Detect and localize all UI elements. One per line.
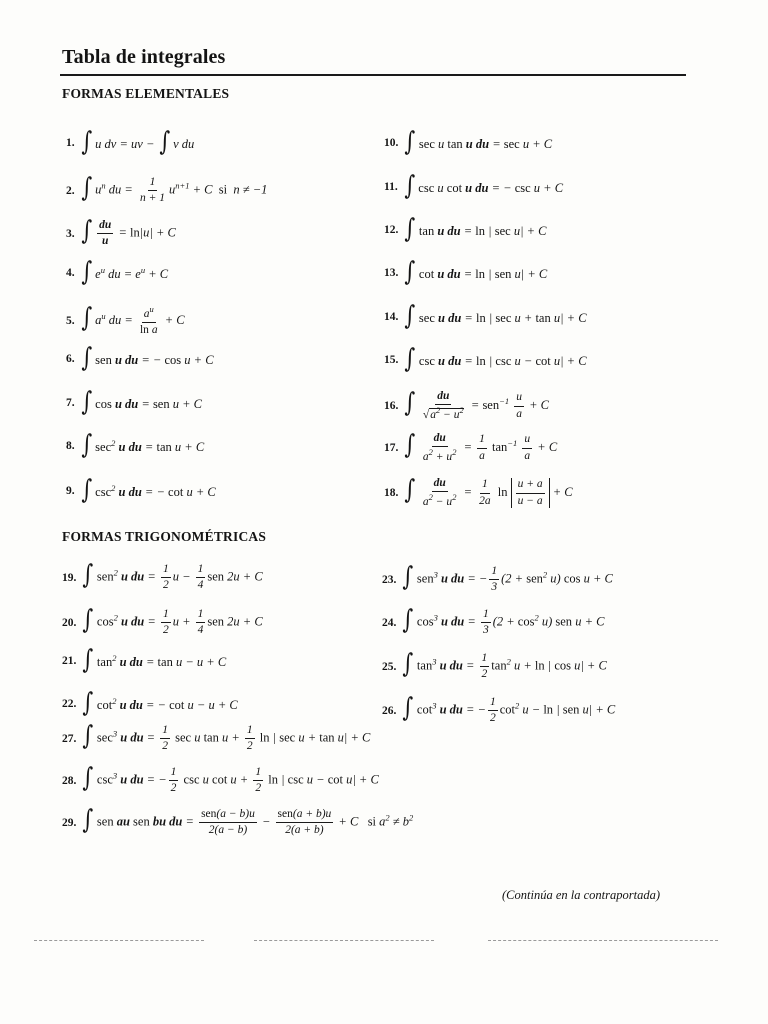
- formula-number: 11.: [384, 180, 398, 193]
- formula-number: 27.: [62, 732, 77, 745]
- formula-4: [66, 257, 169, 287]
- formula-number: 20.: [62, 616, 77, 629]
- formula-expression: ∫ sen$^3$ u du = − $\frac{1}{3}$ (2 + sen$^2$ u) cos u + C: [402, 561, 613, 594]
- formula-expression: ∫ $\sec^3 u$ du = $\frac{1}{2}$ sec u tan u + $\frac{1}{2}$ ln | sec u + tan u| + C: [82, 720, 371, 753]
- formula-number: 10.: [384, 136, 399, 149]
- formula-expression: ∫ $\tan^3 u$ du = $\frac{1}{2}$ $\tan^2 u + \ln$ | cos u| + C: [402, 648, 607, 681]
- formula-7: [66, 387, 203, 417]
- title-rule: [60, 74, 686, 76]
- formula-23: [382, 561, 613, 594]
- formula-expression: ∫ $\sec^2 u$ du = tan u + C: [80, 430, 205, 460]
- formula-expression: ∫ csc u du = ln | csc u − cot u| + C: [404, 344, 587, 374]
- formula-number: 29.: [62, 816, 77, 829]
- formula-expression: ∫ sen$^2$ u du = $\frac{1}{2}$ u − $\frac{1}{4}$ sen 2u + C: [82, 559, 263, 592]
- formula-expression: ∫ $\csc^3 u$ du = − $\frac{1}{2}$ csc u cot u + $\frac{1}{2}$ ln | csc u − cot u| + C: [82, 762, 379, 795]
- page-edge-divider: [254, 940, 434, 941]
- formula-3: [66, 215, 176, 248]
- formula-13: [384, 257, 548, 287]
- formula-expression: ∫ $e^u$ du = $e^u + C$: [80, 257, 169, 287]
- page-edge-divider: [488, 940, 718, 941]
- section-heading-trigonometricas: FORMAS TRIGONOMÉTRICAS: [62, 529, 267, 544]
- formula-number: 26.: [382, 704, 397, 717]
- formula-expression: ∫ $a^u$ du = $\frac{a^u}{\text{ln a}}$ + C: [80, 303, 185, 337]
- formula-expression: ∫ $\tan^2 u$ du = tan u − u + C: [82, 645, 227, 675]
- formula-21: [62, 645, 227, 675]
- formula-25: [382, 648, 607, 681]
- formula-22: [62, 688, 238, 718]
- formula-expression: ∫ $\frac{du}{√a^2 - u^2}$ = sen$^{-1}$ $\frac{u}{a}$ + C: [404, 388, 550, 422]
- formula-number: 25.: [382, 660, 397, 673]
- formula-number: 21.: [62, 654, 77, 667]
- formula-2: [66, 172, 268, 205]
- formula-27: [62, 720, 371, 753]
- formula-17: [384, 432, 557, 464]
- formula-26: [382, 692, 616, 725]
- footer-note: (Continúa en la contraportada): [502, 888, 660, 902]
- formula-expression: ∫ csc u cot u du = − csc u + C: [404, 171, 564, 201]
- formula-number: 22.: [62, 697, 77, 710]
- formula-28: [62, 762, 379, 795]
- formula-6: [66, 343, 214, 373]
- formula-number: 2.: [66, 184, 75, 197]
- page-edge-divider: [34, 940, 204, 941]
- formula-expression: ∫ sec u du = ln | sec u + tan u| + C: [404, 301, 587, 331]
- formula-number: 17.: [384, 442, 399, 455]
- formula-14: [384, 301, 587, 331]
- formula-number: 24.: [382, 616, 397, 629]
- formula-9: [66, 475, 216, 505]
- formula-expression: ∫ sec u tan u du = sec u + C: [404, 127, 553, 157]
- formula-expression: ∫ $\cot^2 u$ du = − cot u − u + C: [82, 688, 238, 718]
- formula-8: [66, 430, 205, 460]
- formula-expression: ∫ $\frac{du}{u}$ = ln|u| + C: [80, 215, 176, 248]
- formula-expression: ∫ u dv = uv − ∫ v du: [80, 127, 195, 157]
- formula-number: 7.: [66, 396, 75, 409]
- formula-expression: ∫ cot u du = ln | sen u| + C: [404, 257, 548, 287]
- formula-number: 12.: [384, 223, 399, 236]
- formula-expression: ∫ $u^n$ du = $\frac{1}{n + 1}$ $u^{n+1} + C$ si n ≠ −1: [80, 172, 268, 205]
- formula-12: [384, 214, 547, 244]
- formula-number: 16.: [384, 400, 399, 413]
- formula-number: 13.: [384, 266, 399, 279]
- formula-number: 14.: [384, 310, 399, 323]
- formula-expression: ∫ sen u du = − cos u + C: [80, 343, 214, 373]
- formula-expression: ∫ cos u du = sen u + C: [80, 387, 203, 417]
- formula-number: 5.: [66, 315, 75, 328]
- formula-5: [66, 305, 185, 337]
- formula-10: [384, 127, 553, 157]
- formula-11: [384, 171, 564, 201]
- formula-20: [62, 604, 263, 637]
- formula-number: 18.: [384, 487, 399, 500]
- formula-19: [62, 559, 263, 592]
- formula-number: 1.: [66, 136, 75, 149]
- section-heading-elementales: FORMAS ELEMENTALES: [62, 86, 230, 101]
- formula-18: [384, 477, 573, 509]
- formula-number: 15.: [384, 353, 399, 366]
- formula-number: 19.: [62, 571, 77, 584]
- formula-1: [66, 127, 195, 157]
- formula-number: 28.: [62, 774, 77, 787]
- formula-number: 4.: [66, 266, 75, 279]
- formula-expression: ∫ $\cos^3 u$ du = $\frac{1}{3}$ $(2 + \cos^2 u)$ sen u + C: [402, 604, 605, 637]
- formula-number: 6.: [66, 352, 75, 365]
- formula-expression: ∫ $\cot^3 u$ du = − $\frac{1}{2}$ $\cot^2 u - \ln$ | sen u| + C: [402, 692, 616, 725]
- formula-expression: ∫ tan u du = ln | sec u| + C: [404, 214, 547, 244]
- formula-number: 3.: [66, 227, 75, 240]
- formula-expression: ∫ sen au sen bu du = sen(a − b)u 2(a − b) − sen(a + b)u 2(a + b) + C si $a^2 \ne b^2$: [82, 804, 414, 837]
- formula-expression: ∫ $\frac{du}{a^2 - u^2}$ = $\frac{1}{2a}$ ln $\frac{u + a}{u - a}$ + C: [404, 475, 573, 509]
- formula-number: 8.: [66, 439, 75, 452]
- formula-expression: ∫ $\cos^2 u$ du = $\frac{1}{2}$ u + $\frac{1}{4}$ sen 2u + C: [82, 604, 263, 637]
- formula-expression: ∫ $\frac{du}{a^2 + u^2}$ = $\frac{1}{a}$ $\tan^{-1}$ $\frac{u}{a}$ + C: [404, 430, 558, 464]
- page-title: Tabla de integrales: [62, 46, 226, 68]
- formula-expression: ∫ $\csc^2 u$ du = − cot u + C: [80, 475, 216, 505]
- formula-number: 23.: [382, 573, 397, 586]
- formula-15: [384, 344, 587, 374]
- formula-16: [384, 390, 549, 422]
- formula-29: [62, 804, 414, 837]
- formula-24: [382, 604, 605, 637]
- formula-number: 9.: [66, 484, 75, 497]
